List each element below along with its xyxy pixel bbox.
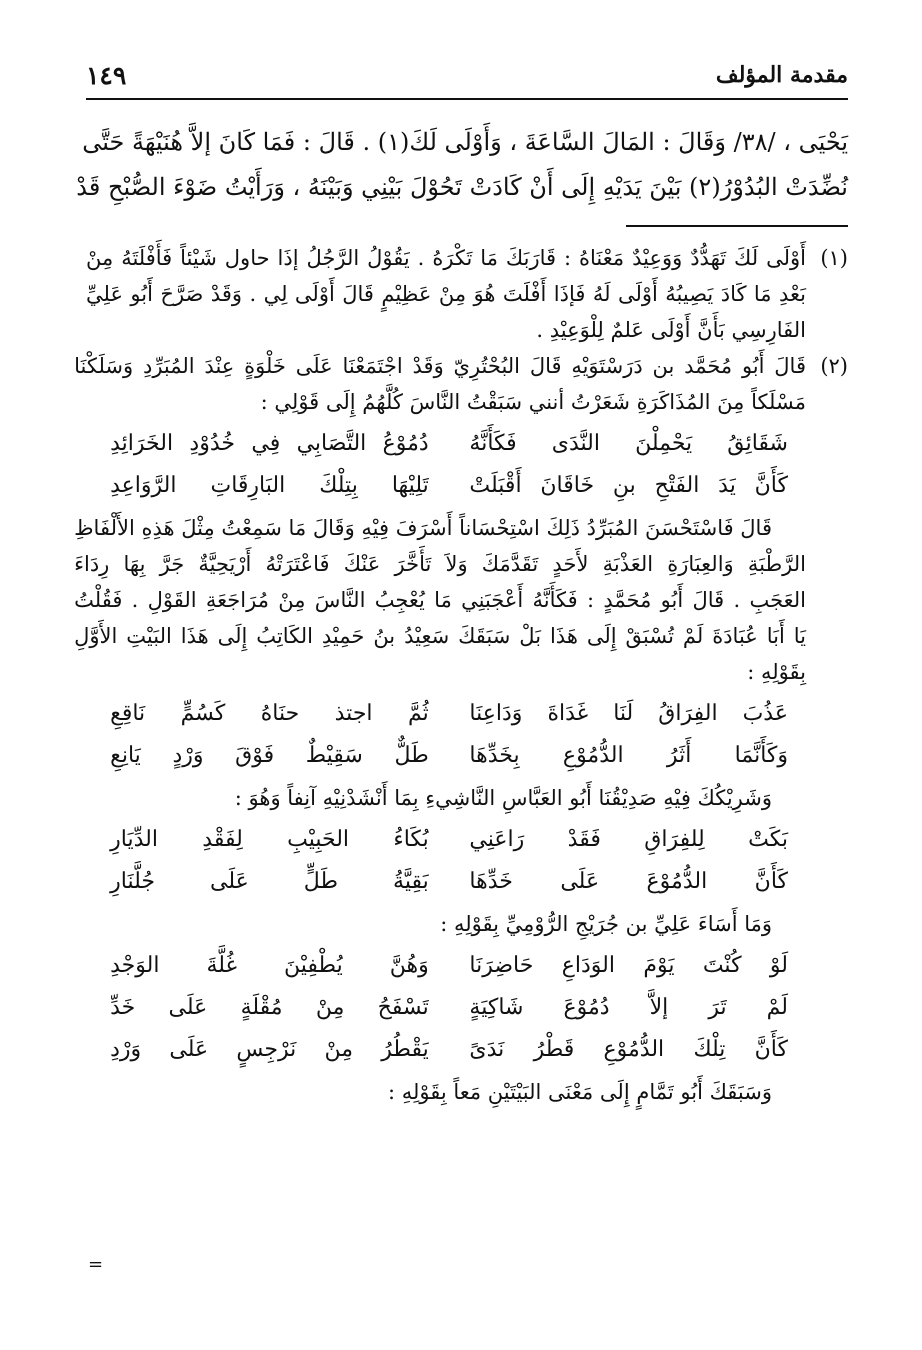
footnote-line: العَجَبِ . قَالَ أَبُو مُحَمَّدٍ : فَكَأَنَّهُ أَعْجَبَنِي مَا يُعْجِبُ النَّاسَ مِنْ مُرَاجَعَةِ القَوْلِ . فَقُلْتُ — [74, 588, 806, 612]
verse-hemistich-left: يَقْطُرُ مِنْ نَرْجِسٍ عَلَى وَرْدِ — [110, 1037, 429, 1062]
footnote-line: قَالَ فَاسْتَحْسَنَ المُبَرِّدُ ذَلِكَ اسْتِحْسَاناً أَسْرَفَ فِيْهِ وَقَالَ مَا سَمِعْتُ مِثْلَ هَذِهِ الأَلْفَاظِ — [74, 516, 772, 540]
footnote-line: قَالَ أَبُو مُحَمَّد بن دَرَسْتَوَيْهِ قَالَ البُحْتُرِيّ وَقَدْ اجْتَمَعْنَا عَلَى خَلْوَةٍ عِنْدَ المُبَرِّدِ وَسَلَكْنَا — [74, 354, 806, 378]
footnote-line: بَعْدِ مَا كَادَ يَصِيبُهُ أَوْلَى لَهُ فَإذَا أَفْلَتَ هُوَ مِنْ عَظِيْمٍ قَالَ أَوْلَى لِي . وَقَدْ صَرَّحَ أَبُو عَلِيِّ — [86, 282, 806, 306]
verse-line — [110, 948, 788, 984]
verse-line — [110, 696, 788, 732]
page-header — [86, 52, 848, 100]
footnote-line: الرَّطْبَةِ وَالعِبَارَةِ العَذْبَةِ لأَحَدٍ تَقَدَّمَكَ وَلاَ تَأَخَّرَ عَنْكَ فَاعْتَرَتْهُ أَرْيَحِيَّةٌ جَرَّ بِهَا رِدَاءَ — [74, 552, 806, 576]
footnote-2 — [74, 348, 848, 1110]
verse-hemistich-left: طَلٌّ سَقِيْطٌ فَوْقَ وَرْدٍ يَانِعِ — [110, 743, 429, 768]
main-text-line: يَحْيَى ، /٣٨/ وَقَالَ : المَالَ السَّاعَةَ ، وَأَوْلَى لَكَ(١) . قَالَ : فَمَا كَانَ إلاَّ هُنَيْهَةً حَتَّى — [82, 128, 848, 156]
footnote-line: وَمَا أَسَاءَ عَلِيِّ بن جُرَيْجِ الرُّوْمِيِّ بِقَوْلِهِ : — [440, 912, 772, 936]
verse-line — [110, 426, 788, 462]
footnotes — [74, 240, 848, 1110]
margin-mark: = — [88, 1254, 104, 1275]
page-number: ١٤٩ — [86, 60, 127, 90]
footnote-line: يَا أَبَا عُبَادَةَ لَمْ تُسْبَقْ إِلَى هَذَا بَلْ سَبَقَكَ سَعِيْدُ بنُ حَمِيْدِ الكَاتِبُ إِلَى هَذَا البَيْتِ الأَوَّلِ — [74, 624, 806, 648]
verse-line — [110, 990, 788, 1026]
verse-hemistich-right: وَكَأَنَّمَا أَثَرُ الدُّمُوْعِ بِخَدِّهَا — [469, 743, 788, 768]
verse-hemistich-right: كَأَنَّ يَدَ الفَتْحِ بنِ خَاقَانَ أَقْبَلَتْ — [469, 473, 788, 498]
footnote-line: وَسَبَقَكَ أَبُو تَمَّامٍ إِلَى مَعْنَى البَيْتَيْنِ مَعاً بِقَوْلِهِ : — [387, 1080, 772, 1104]
verse-line — [110, 822, 788, 858]
footnote-line: بِقَوْلِهِ : — [747, 660, 806, 684]
verse-hemistich-right: لَمْ تَرَ إلاَّ دُمُوْعَ شَاكِيَةٍ — [469, 995, 788, 1020]
verse-hemistich-left: بُكَاءُ الحَبِيْبِ لِفَقْدِ الدِّيَارِ — [110, 827, 429, 852]
verse-hemistich-left: تَسْفَحُ مِنْ مُقْلَةٍ عَلَى خَدِّ — [110, 995, 429, 1020]
verse-hemistich-right: لَوْ كُنْتَ يَوْمَ الوَدَاعِ حَاضِرَنَا — [469, 953, 788, 978]
footnote-line: مَسْلَكاً مِنَ المُذَاكَرَةِ شَعَرْتُ أنني سَبَقْتُ النَّاسَ كُلَّهُمُ إِلَى قَوْلِي : — [260, 390, 806, 414]
main-text-line: نُضِّدَتْ البُدُوْرُ(٢) بَيْنَ يَدَيْهِ إِلَى أَنْ كَادَتْ تَحُوْلَ بَيْنِي وَبَيْنَهُ ، وَرَأَيْتُ ضَوْءَ الصُّبْحِ قَدْ — [76, 173, 848, 201]
verse-hemistich-left: دُمُوْعُ التَّصَابِي فِي خُدُوْدِ الخَرَائِدِ — [110, 431, 429, 456]
verse-hemistich-right: شَقَائِقُ يَحْمِلْنَ النَّدَى فَكَأَنَّهُ — [469, 431, 788, 456]
verse-hemistich-right: بَكَتْ لِلفِرَاقِ فَقَدْ رَاعَنِي — [469, 827, 788, 852]
verse-hemistich-left: تَلِيْهَا بِتِلْكَ البَارِقَاتِ الرَّوَاعِدِ — [110, 473, 429, 498]
verse-line — [110, 864, 788, 900]
footnote-line: الفَارِسِي بَأَنَّ أَوْلَى عَلمٌ لِلْوَعِيْدِ . — [536, 318, 806, 342]
footnote-number: (٢) — [820, 354, 848, 378]
footnote-separator — [626, 225, 848, 227]
verse-hemistich-right: عَذُبَ الفِرَاقُ لَنَا غَدَاةَ وَدَاعِنَا — [469, 701, 788, 726]
footnote-number: (١) — [820, 246, 848, 270]
verse-line — [110, 738, 788, 774]
main-text — [76, 120, 848, 210]
footnote-line: أَوْلَى لَكَ تَهَدُّدٌ وَوَعِيْدٌ مَعْنَاهُ : قَارَبَكَ مَا تَكْرَهُ . يَقُوْلُ الرَّجُلُ إذَا حاول شَيْئاً فَأَفْلَتَهُ مِنْ — [86, 246, 806, 270]
verse-hemistich-left: وَهُنَّ يُطْفِيْنَ غُلَّةَ الوَجْدِ — [110, 953, 429, 978]
verse-line — [110, 1032, 788, 1068]
footnote-line: وَشَرِيْكُكَ فِيْهِ صَدِيْقُنَا أَبُو العَبَّاسِ النَّاشِيءِ بِمَا أَنْشَدْنِيْهِ آنِفاً وَهُوَ : — [234, 786, 772, 810]
verse-hemistich-left: بَقِيَّةُ طَلٍّ عَلَى جُلَّنَارِ — [110, 869, 429, 894]
footnote-1 — [86, 240, 848, 348]
verse-hemistich-right: كَأَنَّ تِلْكَ الدُّمُوْعِ قَطْرُ نَدَىً — [469, 1037, 788, 1062]
verse-hemistich-right: كَأَنَّ الدُّمُوْعَ عَلَى خَدِّهَا — [469, 869, 788, 894]
verse-line — [110, 468, 788, 504]
running-title: مقدمة المؤلف — [715, 62, 848, 88]
verse-hemistich-left: ثُمَّ اجتذ حنَاهُ كَسُمٍّ نَاقِعِ — [110, 701, 429, 726]
